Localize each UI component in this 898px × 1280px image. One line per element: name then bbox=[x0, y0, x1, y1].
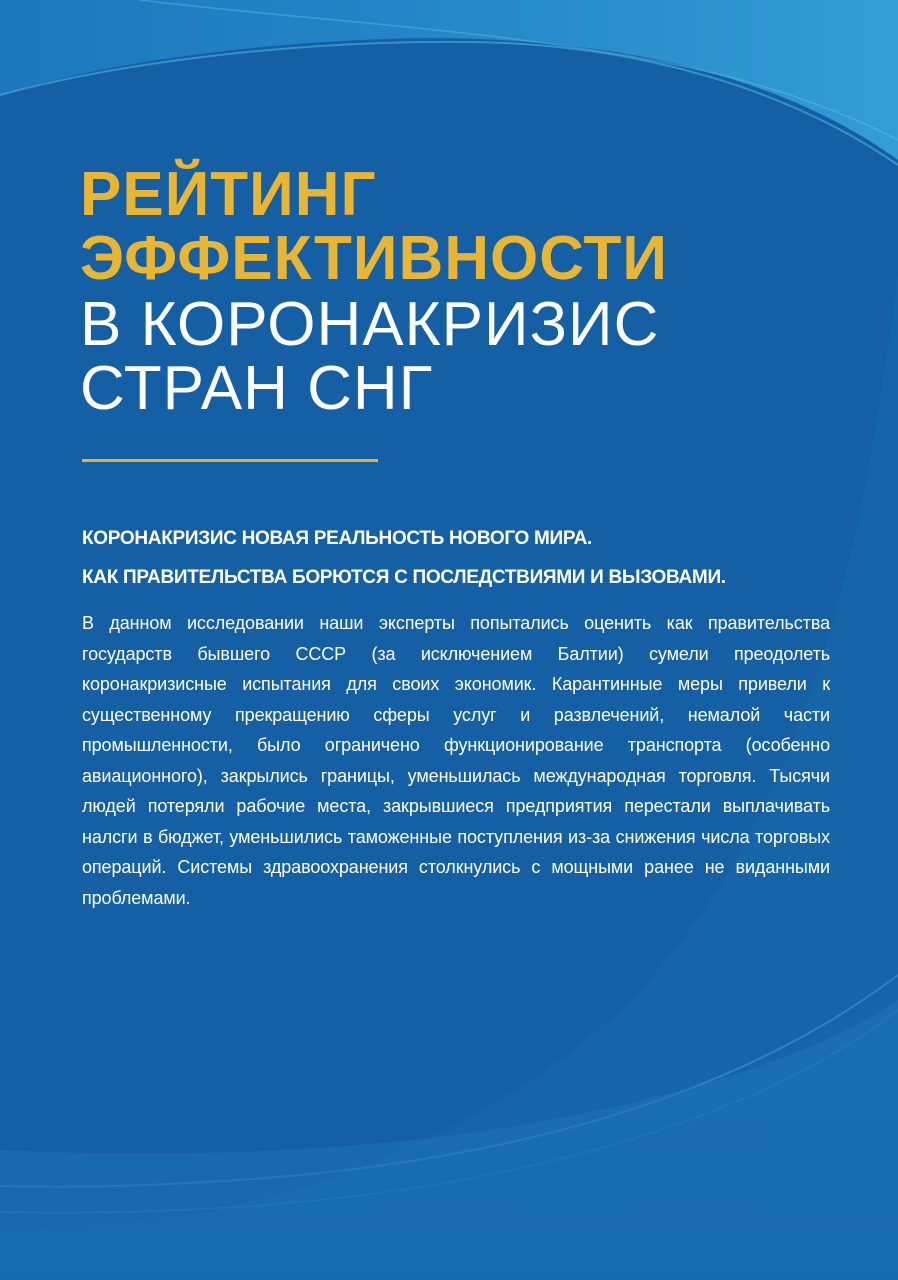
title-line-4: СТРАН СНГ bbox=[80, 354, 434, 423]
title-line-3: В КОРОНАКРИЗИС bbox=[80, 290, 660, 359]
body-paragraph: В данном исследовании наши эксперты попытались оценить как правительства государств бывшего СССР (за исключением Балтии) сумели преодолеть коронакризисные испытания для своих экономик. Карантинные меры привели к существенному прекращению сферы услуг и развлечений, немалой части промышленности, было ограничено функционирование транспорта (особенно авиационного), закрылись границы, уменьшилась международная торговля. Тысячи людей потеряли рабочие места, закрывшиеся предприятия перестали выплачивать налсги в бюджет, уменьшились таможенные поступления из-за снижения числа торговых операций. Системы здравоохранения столкнулись с мощными ранее не виданными проблемами. bbox=[82, 613, 830, 908]
title-line-1: РЕЙТИНГ bbox=[80, 160, 377, 229]
subheading-line-1: КОРОНАКРИЗИС НОВАЯ РЕАЛЬНОСТЬ НОВОГО МИРА. bbox=[82, 528, 593, 549]
subheading-line-2: КАК ПРАВИТЕЛЬСТВА БОРЮТСЯ С ПОСЛЕДСТВИЯМИ И ВЫЗОВАМИ. bbox=[82, 567, 726, 588]
gold-divider bbox=[82, 459, 378, 462]
title-line-2: ЭФФЕКТИВНОСТИ bbox=[80, 224, 668, 293]
